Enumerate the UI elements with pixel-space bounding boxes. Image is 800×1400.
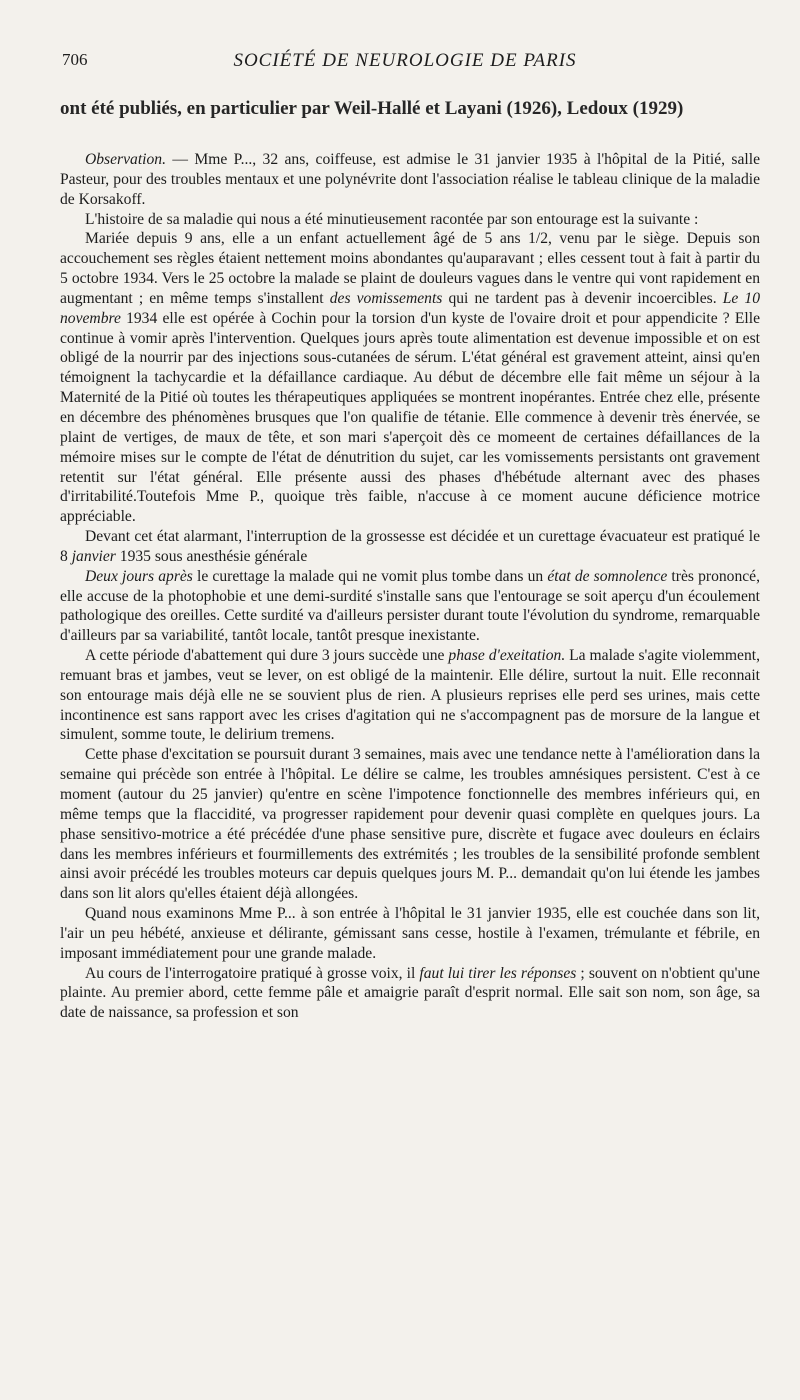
italic-run: Le 10 novembre: [60, 289, 761, 327]
italic-run: des vomissements: [329, 289, 443, 307]
paragraph-history: L'histoire de sa maladie qui nous a été minutieusement racontée par son entourage est la suivante :: [85, 210, 699, 228]
paragraph-somnolence: [60, 567, 760, 646]
paragraph-progression: Cette phase d'excitation se poursuit durant 3 semaines, mais avec une tendance nette à l'amélioration dans la semaine qui précède son entrée à l'hôpital. Le délire se calme, les troubles amnésiques persistent. C'est à ce moment (autour du 25 janvier) qu'entre en scène l'impotence fonctionnelle des membres inférieurs qui, en même temps que la flaccidité, va progresser rapidement pour devenir quasi complète en quelques jours. La phase sensitivo-motrice a été précédée d'une phase sensitive pure, discrète et fugace avec douleurs en éclairs dans les membres inférieurs et fourmillements des extrémités ; les troubles de la sensibilité profonde semblent ainsi avoir précédé les troubles moteurs car depuis quelques jours M. P... demandait qu'on lui étende les jambes dans son lit alors qu'elles étaient déjà allongées.: [60, 746, 760, 903]
text-run: 1934 elle est opérée à Cochin pour la torsion d'un kyste de l'ovaire droit et pour appendicite ? Elle continue à vomir après l'intervention. Quelques jours après toute alimentation est devenue impossible et on est obligé de la nourrir par des injections sous-cutanées de sérum. L'état général est gravement atteint, ainsi qu'en témoignent la tachycardie et la défaillance cardiaque. Au début de décembre elle fait même un séjour à la Maternité de la Pitié où toutes les thérapeutiques appliquées se montrent inopérantes. Entrée chez elle, présente en décembre des phénomènes brusques que l'on qualifie de tétanie. Elle commence à devenir très énervée, se plaint de vertiges, de maux de tête, et son mari s'aperçoit dès ce momeent de certaines défaillances de la mémoire mises sur le compte de l'état de dénutrition du sujet, car les vomissements persistants ont gravement retentit sur l'état général. Elle présente aussi des phases d'hébétude alternant avec des phases d'irritabilité.Toutefois Mme P., quoique très faible, n'accuse à ce moment aucune déficience motrice appréciable.: [60, 309, 760, 526]
text-run: 1935 sous anesthésie générale: [115, 547, 308, 565]
italic-run: Deux jours après: [85, 567, 193, 585]
text-run: A cette période d'abattement qui dure 3 jours succède une: [85, 647, 449, 665]
text-run: Mariée depuis 9 ans, elle a un enfant actuellement âgé de 5 ans 1/2, venu par le siège. Depuis son accouchement ses règles étaient nettement moins abondantes qu'auparavant ; elles cessent tout à fait à partir du 5 octobre 1934. Vers le 25 octobre la malade se plaint de douleurs vagues dans le ventre qui vont rapidement en augmentant ; en même temps s'installent: [60, 230, 760, 307]
paragraph-excitation: [60, 646, 760, 745]
paragraph-marriage: [60, 229, 760, 527]
observation-paragraph: [60, 150, 760, 210]
observation-text: — Mme P..., 32 ans, coiffeuse, est admise le 31 janvier 1935 à l'hôpital de la Pitié, salle Pasteur, pour des troubles mentaux et une polynévrite dont l'association réalise le tableau clinique de la maladie de Korsakoff.: [60, 151, 760, 208]
body-text: [60, 150, 760, 1023]
paragraph-interrogation: [60, 964, 760, 1024]
text-run: ; souvent on n'obtient qu'une plainte. Au premier abord, cette femme pâle et amaigrie paraît d'esprit normal. Elle sait son nom, son âge, sa date de naissance, sa profession et son: [60, 964, 760, 1022]
italic-run: phase d'exeitation.: [448, 647, 566, 665]
intro-paragraph: ont été publiés, en particulier par Weil-Hallé et Layani (1926), Ledoux (1929): [60, 98, 684, 119]
text-run: Devant cet état alarmant, l'interruption de la grossesse est décidée et un curettage évacuateur est pratiqué le 8: [60, 528, 760, 565]
text-run: le curettage la malade qui ne vomit plus tombe dans un: [192, 567, 548, 585]
text-run: très prononcé, elle accuse de la photophobie et une demi-surdité s'installe sans que l'entourage se soit aperçu d'un écoulement pathologique des oreilles. Cette surdité va d'ailleurs persister durant toute l'évolution du syndrome, remarquable d'ailleurs par sa variabilité, tantôt locale, tantôt presque inexistante.: [60, 567, 760, 645]
observation-label: Observation.: [85, 151, 166, 168]
page-header: [60, 50, 750, 74]
running-title: SOCIÉTÉ DE NEUROLOGIE DE PARIS: [233, 50, 577, 71]
text-run: Au cours de l'interrogatoire pratiqué à grosse voix, il: [85, 964, 420, 982]
text-run: La malade s'agite violemment, remuant bras et jambes, veut se lever, on est obligé de la maintenir. Elle délire, surtout la nuit. Elle reconnait son entourage mais déjà elle ne se souvient plus de rien. A plusieurs reprises elle perd ses urines, mais cette incontinence est sans rapport avec les crises d'agitation qui ne s'accompagnent pas de morsure de la langue et simulent, somme toute, le delirium tremens.: [60, 647, 760, 744]
italic-run: faut lui tirer les réponses: [419, 964, 577, 982]
italic-run: état de somnolence: [547, 567, 668, 585]
italic-run: janvier: [71, 547, 116, 565]
page-number: 706: [62, 50, 88, 69]
text-run: qui ne tardent pas à devenir incoercibles.: [442, 289, 723, 307]
paragraph-curettage: [60, 527, 760, 567]
paragraph-examination: Quand nous examinons Mme P... à son entrée à l'hôpital le 31 janvier 1935, elle est couchée dans son lit, l'air un peu hébété, anxieuse et délirante, gémissant sans cesse, hostile à l'examen, trémulante et fébrile, en imposant immédiatement pour une grande malade.: [60, 905, 760, 962]
